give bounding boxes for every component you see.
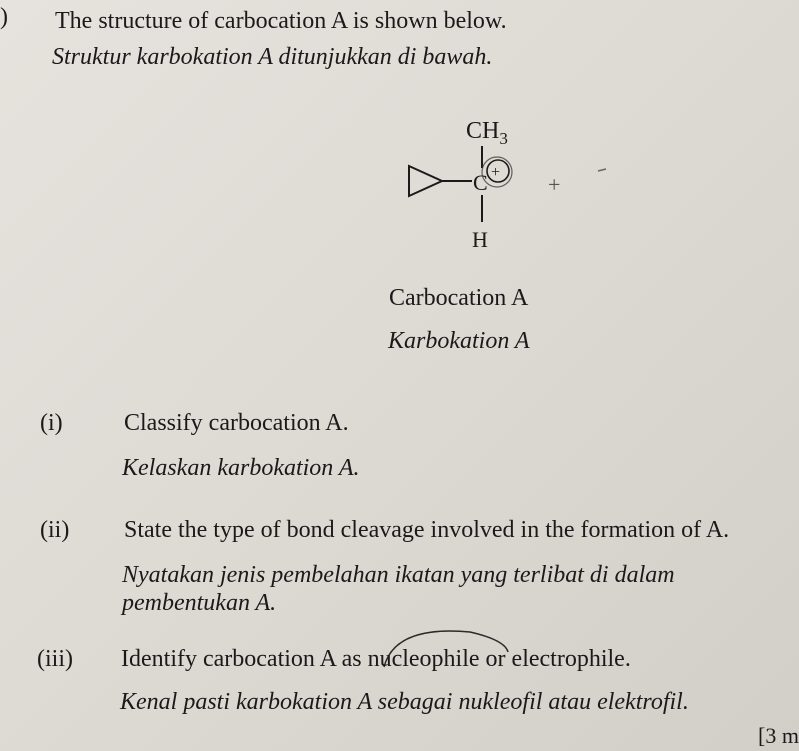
marks-allocation: [3 m: [758, 723, 799, 748]
question-number-ii: (ii): [40, 517, 70, 543]
margin-bracket: ): [0, 4, 8, 30]
handwritten-dash: [598, 169, 606, 171]
cyclopropyl-ring: [409, 166, 442, 196]
intro-english: The structure of carbocation A is shown below.: [55, 8, 507, 34]
central-carbon: C: [473, 170, 488, 195]
question-ii-english: State the type of bond cleavage involved in the formation of A.: [124, 517, 730, 543]
question-iii-malay: Kenal pasti karbokation A sebagai nukleofil atau elektrofil.: [120, 689, 689, 715]
positive-charge: +: [491, 164, 501, 181]
handwritten-plus: +: [548, 172, 561, 197]
question-iii-english: Identify carbocation A as nucleophile or electrophile.: [121, 646, 631, 672]
question-i-english: Classify carbocation A.: [124, 410, 349, 436]
hydrogen-atom: H: [472, 227, 488, 252]
question-number-i: (i): [40, 410, 63, 436]
caption-english: Carbocation A: [389, 285, 529, 311]
caption-malay: Karbokation A: [388, 328, 530, 354]
question-ii-malay-line2: pembentukan A.: [122, 590, 277, 616]
question-ii-malay-line1: Nyatakan jenis pembelahan ikatan yang terlibat di dalam: [122, 562, 675, 588]
intro-malay: Struktur karbokation A ditunjukkan di bawah.: [52, 44, 493, 70]
question-number-iii: (iii): [37, 646, 73, 672]
methyl-group: $CH_3$: [466, 118, 508, 148]
question-i-malay: Kelaskan karbokation A.: [122, 455, 360, 481]
